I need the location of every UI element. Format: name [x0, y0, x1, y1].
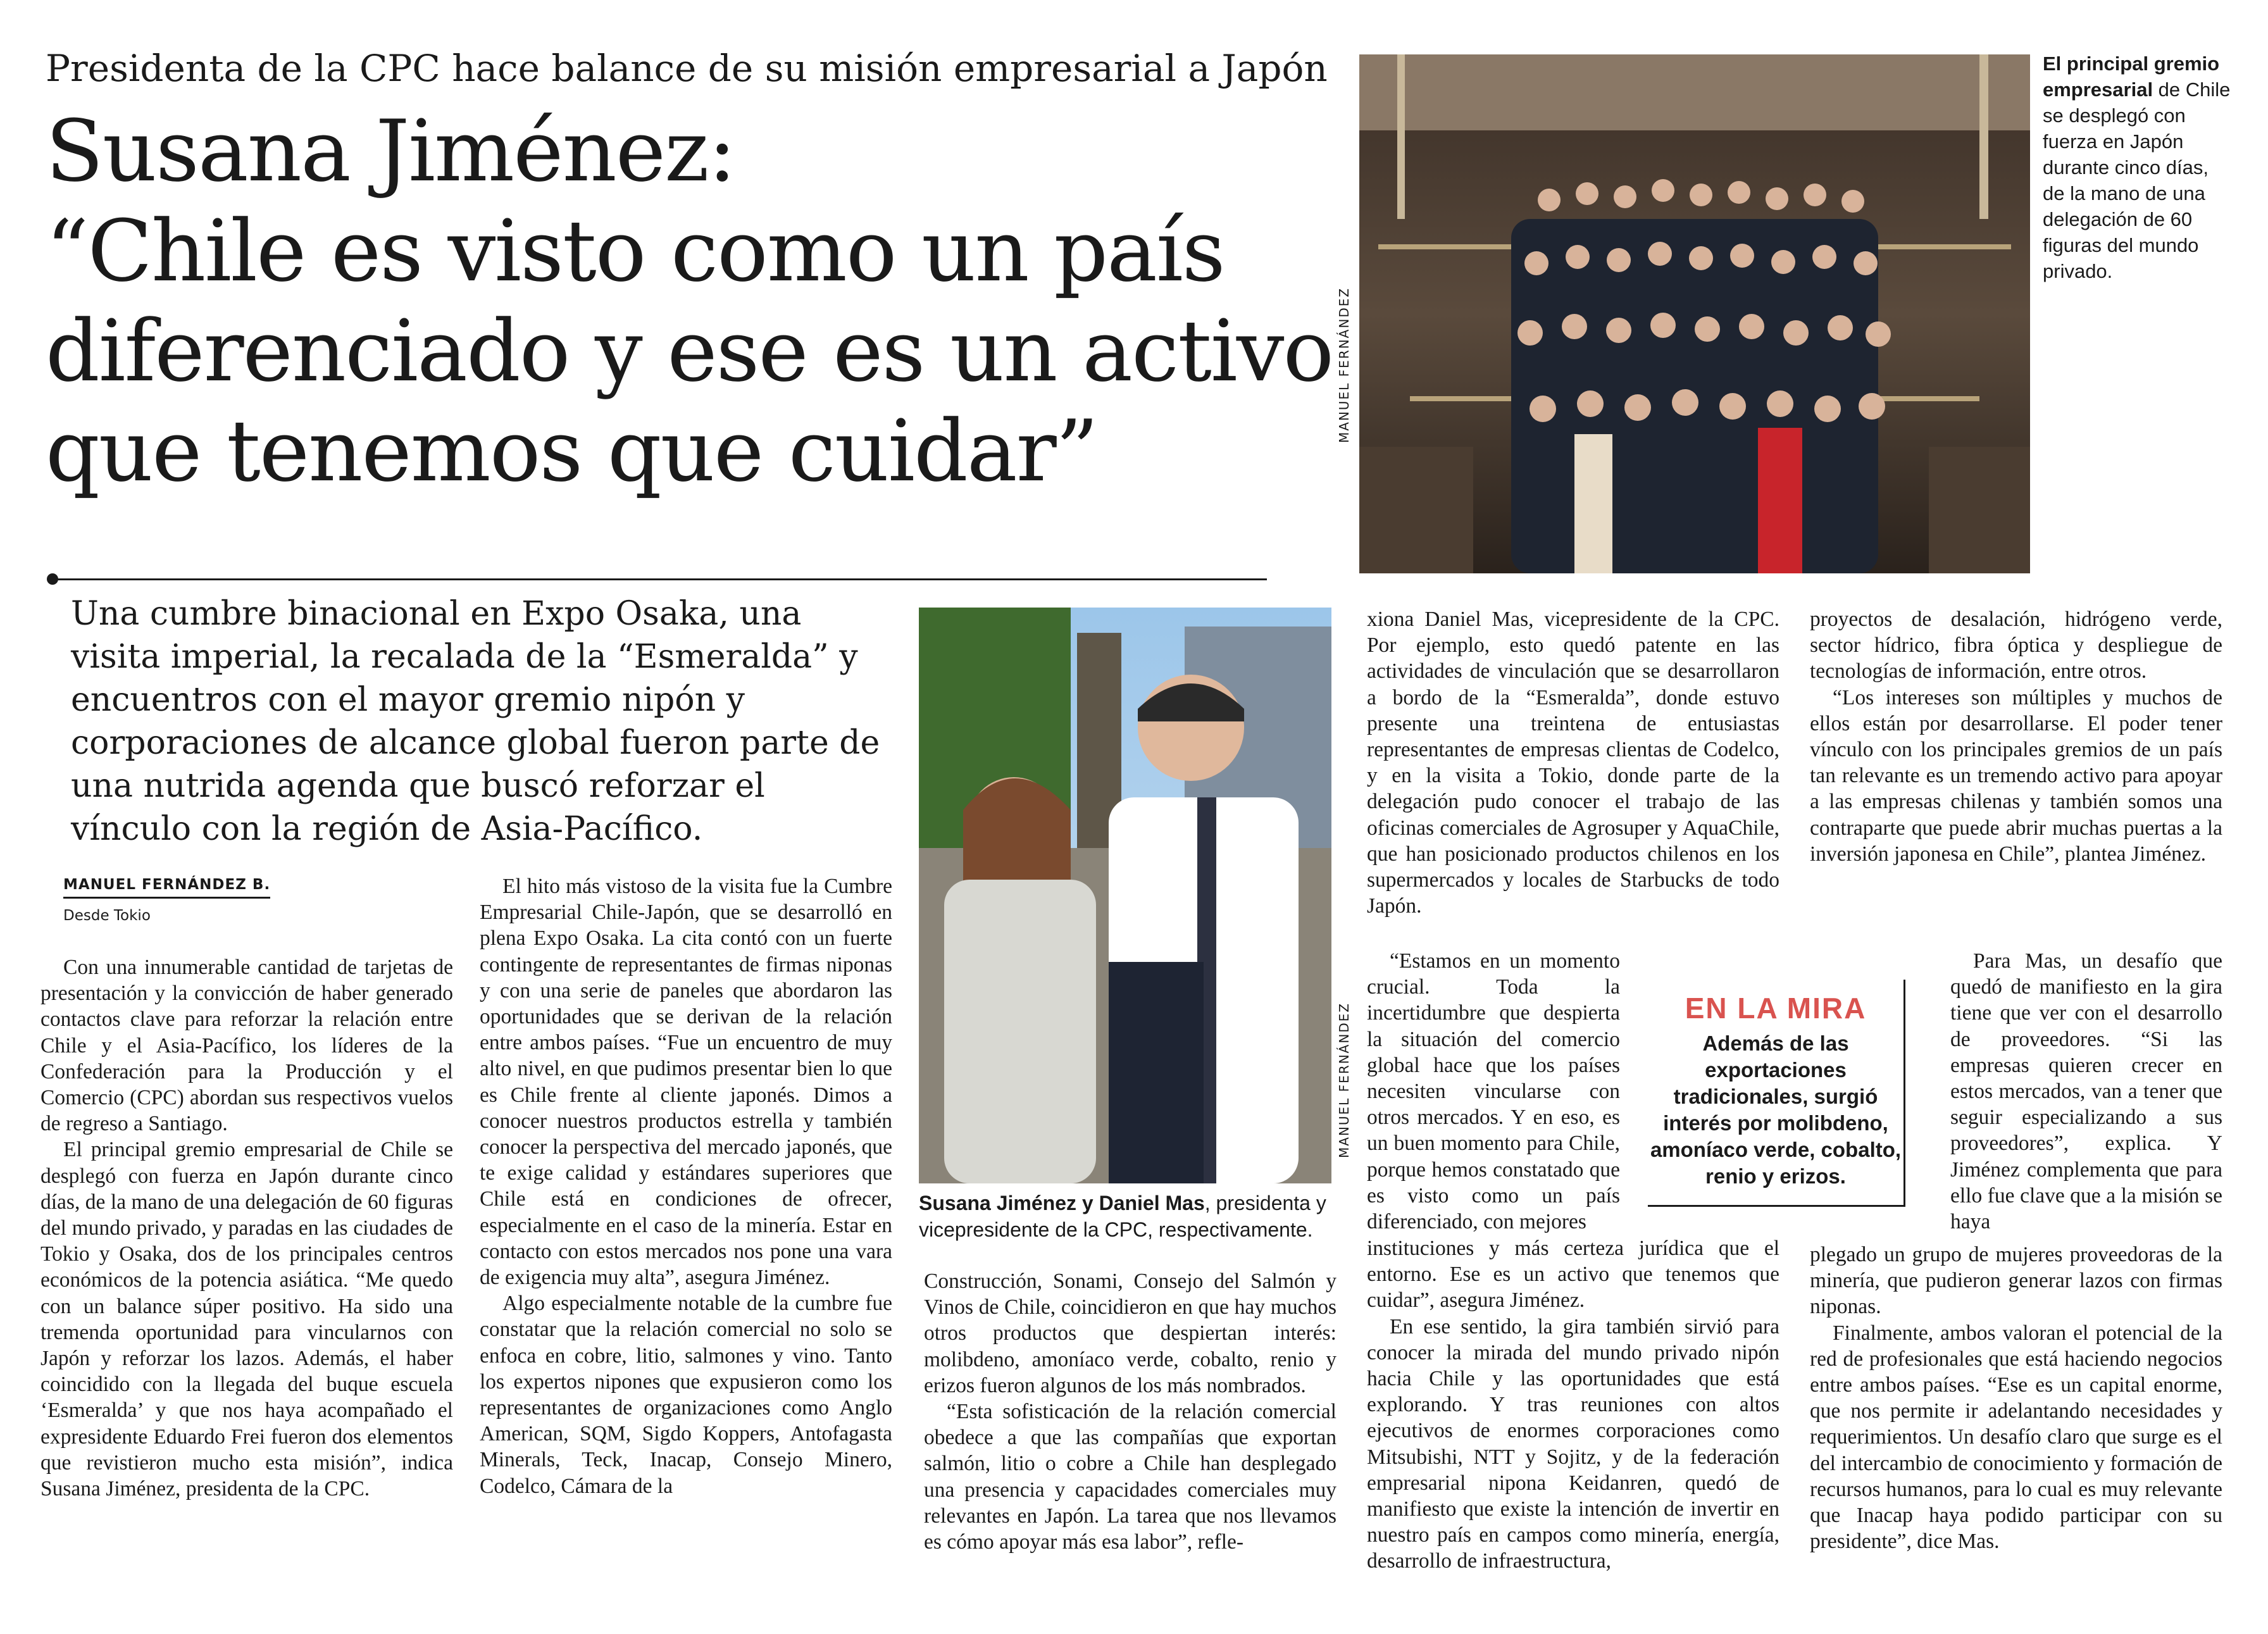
article-kicker: Presidenta de la CPC hace balance de su misión empresarial a Japón — [46, 47, 1328, 90]
body-paragraph: proyectos de desalación, hidrógeno verde, sector hídrico, fibra óptica y despliegue de tecnologías de información, entre otros. — [1810, 608, 2222, 683]
body-paragraph: Con una innumerable cantidad de tarjetas de presentación y la convicción de haber generado contactos clave para reforzar la relación entre Chile y el Asia-Pacífico, los líderes de la Confederación para la Producción y el Comercio (CPC) abordan sus respectivos vuelos de regreso a Santiago. — [40, 956, 453, 1136]
en-la-mira-title: EN LA MIRA — [1685, 992, 1867, 1025]
delegation-group-photo — [1359, 54, 2030, 573]
body-paragraph: xiona Daniel Mas, vicepresidente de la CPC. Por ejemplo, esto quedó patente en las actividades de vinculación que se desarrollaron a bordo de la “Esmeralda”, donde estuvo presente una treintena de entusiastas representantes de empresas clientas de Codelco, y en la visita a Tokio, donde parte de la delegación pudo conocer el trabajo de las oficinas comerciales de Agrosuper y AquaChile, que han posicionado productos chilenos en los supermercados y locales de Starbucks de todo Japón. — [1367, 608, 1779, 918]
caption-bold: Susana Jiménez y Daniel Mas — [919, 1192, 1205, 1214]
en-la-mira-box — [1648, 980, 1905, 1207]
body-column-5-middle — [1950, 948, 2222, 1235]
en-la-mira-text: Además de las exportaciones tradicionales, surgió interés por molibdeno, amoníaco verde, cobalto, renio y erizos. — [1650, 1032, 1902, 1188]
body-column-3 — [924, 1268, 1336, 1555]
main-photo-caption — [2043, 51, 2233, 284]
body-paragraph: Para Mas, un desafío que quedó de manifiesto en la gira tiene que ver con el desarrollo de proveedores. “Si las empresas quieren crecer en estos mercados, van a tener que seguir especializando a sus proveedores”, explica. Y Jiménez complementa que para ello fue clave que a la misión se haya — [1950, 949, 2222, 1234]
headline-line: diferenciado y ese es un activo — [46, 302, 1333, 401]
byline — [63, 876, 291, 924]
body-paragraph: plegado un grupo de mujeres proveedoras de la minería, que pudieron generar lazos con firmas niponas. — [1810, 1243, 2222, 1319]
jimenez-mas-photo — [919, 608, 1331, 1183]
body-paragraph: El principal gremio empresarial de Chile se desplegó con fuerza en Japón durante cinco días, de la mano de una delegación de 60 figuras del mundo privado, y paradas en las ciudades de Tokio y Osaka, dos de los principales centros económicos de la potencia asiática. “Me quedo con un balance súper positivo. Ha sido una tremenda oportunidad para vincularnos con Japón y reforzar los lazos. Además, el haber coincidido con la llegada del buque escuela ‘Esmeralda’ y que nos haya acompañado el expresidente Eduardo Frei fueron dos elementos que revistieron mucho esta misión”, indica Susana Jiménez, presidenta de la CPC. — [40, 1138, 453, 1501]
byline-location: Desde Tokio — [63, 907, 151, 924]
byline-author: MANUEL FERNÁNDEZ B. — [63, 876, 270, 899]
body-column-5-bottom — [1810, 1242, 2222, 1554]
article-lead: Una cumbre binacional en Expo Osaka, una visita imperial, la recalada de la “Esmeralda” y encuentros con el mayor gremio nipón y corporaciones de alcance global fueron parte de una nutrida agenda que buscó reforzar el vínculo con la región de Asia-Pacífico. — [71, 595, 880, 848]
body-paragraph: “Esta sofisticación de la relación comercial obedece a que las compañías que exportan salmón, litio o cobre a Chile han desplegado una presencia y capacidades comerciales muy relevantes en Japón. La tarea que nos llevamos es cómo apoyar más esa labor”, refle- — [924, 1400, 1336, 1554]
body-column-4-top — [1367, 606, 1779, 919]
body-paragraph: En ese sentido, la gira también sirvió para conocer la mirada del mundo privado nipón hacia Chile y las oportunidades que está explorando. Y tras reuniones con altos ejecutivos de enormes corporaciones como Mitsubishi, NTT y Sojitz, y de la federación empresarial nipona Keidanren, quedó de manifiesto que existe la intención de invertir en nuestro país en campos como minería, energía, desarrollo de infraestructura, — [1367, 1314, 1779, 1573]
body-paragraph: “Estamos en un momento crucial. Toda la incertidumbre que despierta la situación del comercio global hace que los países necesiten vincularse con otros mercados. Y en eso, es un buen momento para Chile, porque hemos constatado que es visto como un país diferenciado, con mejores — [1367, 949, 1620, 1234]
body-paragraph: Construcción, Sonami, Consejo del Salmón y Vinos de Chile, coincidieron en que hay muchos otros productos que despiertan interés: molibdeno, amoníaco verde, cobalto, renio y erizos fueron algunos de los más nombrados. — [924, 1269, 1336, 1397]
main-photo-credit: MANUEL FERNÁNDEZ — [1336, 287, 1352, 443]
caption-text: , presidenta y vicepresidente de la CPC, respectivamente. — [919, 1192, 1326, 1241]
group-photo-illustration — [1359, 54, 2030, 573]
side-photo-caption — [919, 1190, 1336, 1243]
portrait-photo-illustration — [919, 608, 1331, 1183]
caption-bold: El principal gremio empresarial — [2043, 53, 2220, 101]
body-column-2 — [480, 873, 892, 1499]
lead-divider — [52, 578, 1267, 580]
caption-text: de Chile se desplegó con fuerza en Japón durante cinco días, de la mano de una delegación de 60 figuras del mundo privado. — [2043, 78, 2231, 282]
side-photo-credit: MANUEL FERNÁNDEZ — [1336, 1002, 1352, 1158]
headline-line: “Chile es visto como un país — [46, 202, 1224, 301]
article-headline — [46, 101, 1362, 501]
body-paragraph: “Los intereses son múltiples y muchos de ellos están por desarrollarse. El poder tener vínculo con los principales gremios de un país tan relevante es un tremendo activo para apoyar a las empresas chilenas y también somos una contraparte que puede abrir muchas puertas a la inversión japonesa en Chile”, plantea Jiménez. — [1810, 685, 2222, 866]
body-column-1 — [40, 954, 453, 1502]
body-column-5-top — [1810, 606, 2222, 867]
headline-line: Susana Jiménez: — [46, 102, 735, 201]
body-paragraph: El hito más vistoso de la visita fue la Cumbre Empresarial Chile-Japón, que se desarrolló en plena Expo Osaka. La cita contó con un fuerte contingente de representantes de firmas niponas y con una serie de paneles que abordaron las oportunidades que se derivan de la relación entre ambos países. “Fue un encuentro de muy alto nivel, en que pudimos presentar bien lo que es Chile frente al cliente japonés. Dimos a conocer nuestros productos estrella y también conocer la perspectiva del mercado japonés, que te exige calidad y estándares superiores que Chile está en condiciones de ofrecer, especialmente en el caso de la minería. Estar en contacto con estos mercados nos pone una vara de exigencia muy alta”, asegura Jiménez. — [480, 875, 892, 1290]
body-paragraph: Finalmente, ambos valoran el potencial de la red de profesionales que está haciendo negocios entre ambos países. “Ese es un capital enorme, que nos permite ir adelantando necesidades y requerimientos. Un desafío claro que surge es el del intercambio de conocimiento y formación de recursos humanos, para lo cual es muy relevante que Inacap haya podido participar con su presidente”, dice Mas. — [1810, 1321, 2222, 1554]
body-paragraph: instituciones y más certeza jurídica que el entorno. Ese es un activo que tenemos que cuidar”, asegura Jiménez. — [1367, 1237, 1779, 1313]
body-column-4-bottom — [1367, 1235, 1779, 1575]
body-paragraph: Algo especialmente notable de la cumbre fue constatar que la relación comercial no solo se enfoca en cobre, litio, salmones y vino. Tanto los expertos nipones que expusieron como los representantes de organizaciones como Anglo American, SQM, Sigdo Koppers, Antofagasta Minerals, Teck, Inacap, Consejo Minero, Codelco, Cámara de la — [480, 1292, 892, 1498]
body-column-4-middle — [1367, 948, 1620, 1235]
headline-line: que tenemos que cuidar” — [46, 402, 1098, 501]
